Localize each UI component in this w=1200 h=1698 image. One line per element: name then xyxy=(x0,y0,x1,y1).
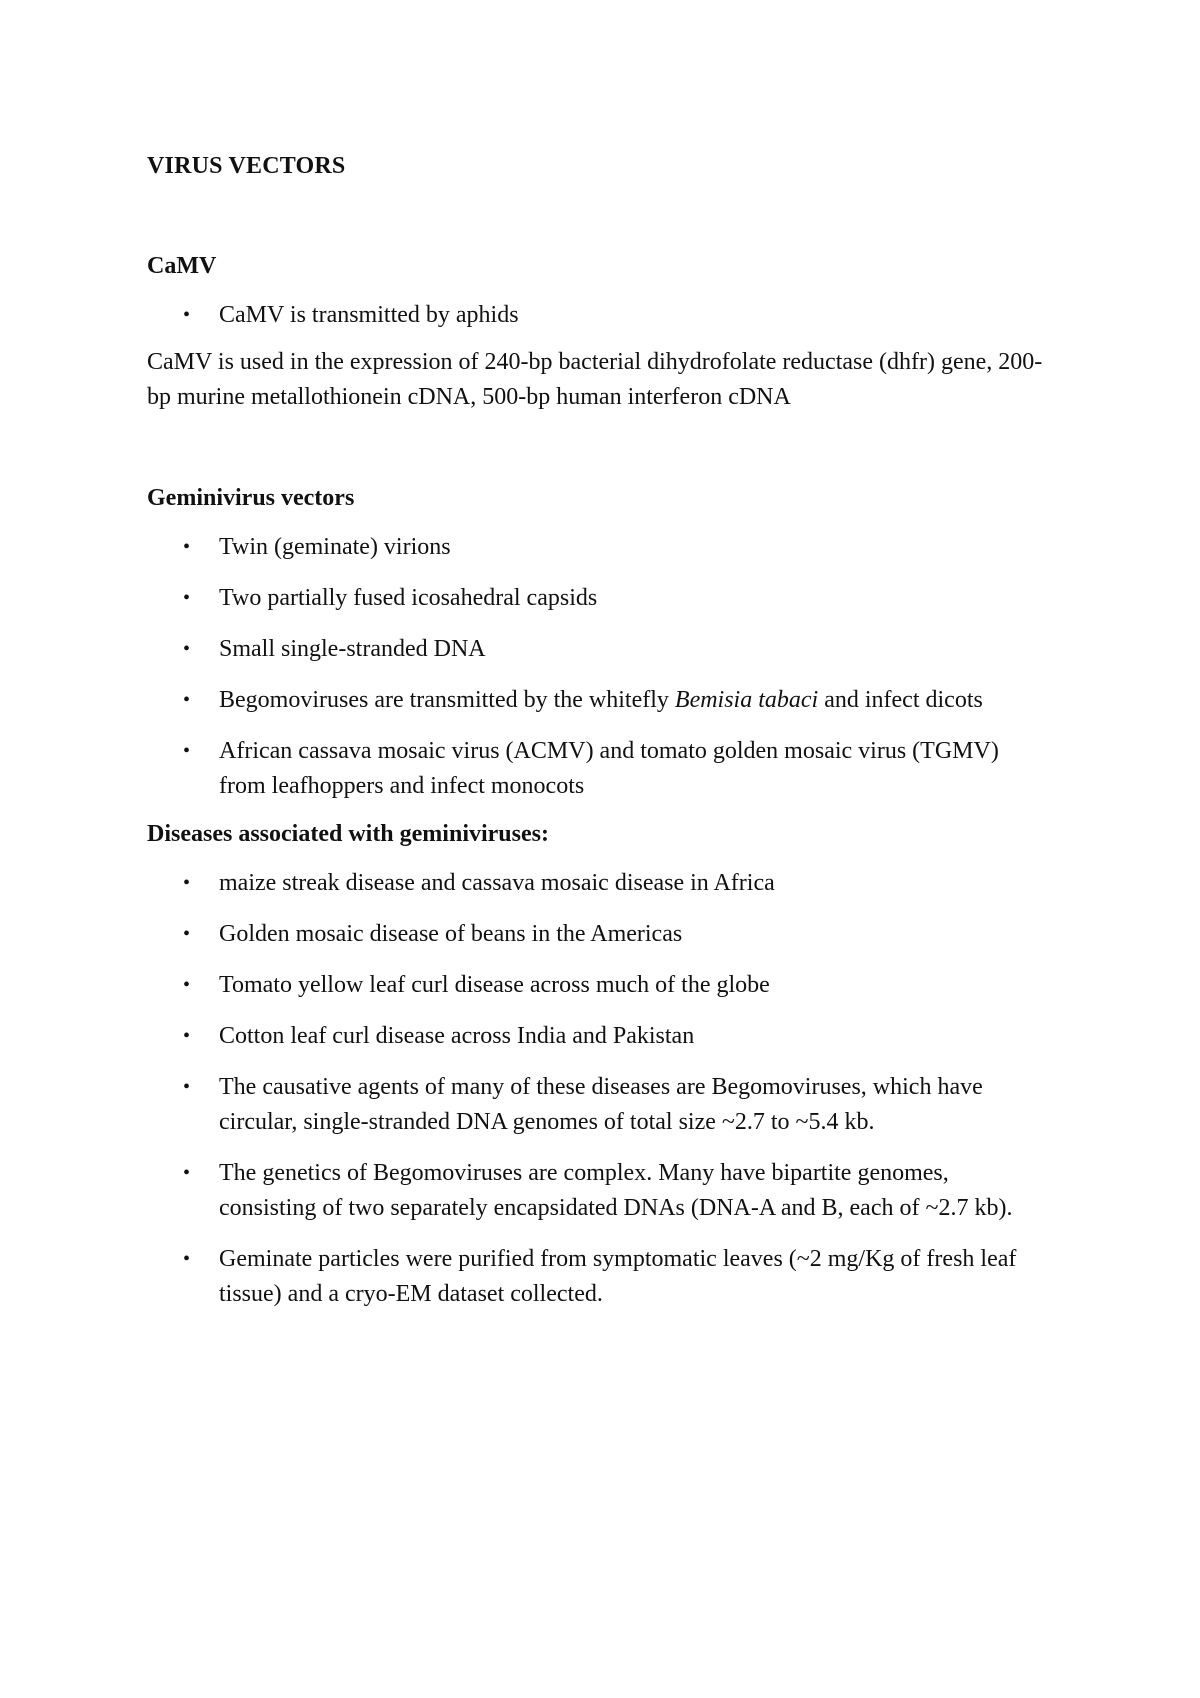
list-item xyxy=(147,683,1050,718)
bullet-glyph: • xyxy=(183,1076,191,1098)
list-item-text: Small single-stranded DNA xyxy=(219,636,486,662)
list-item-text: Golden mosaic disease of beans in the Americas xyxy=(219,921,683,947)
bullet-glyph: • xyxy=(183,536,191,558)
section-diseases xyxy=(147,818,1050,1312)
list-item-text: Cotton leaf curl disease across India and Pakistan xyxy=(219,1023,695,1049)
list-item xyxy=(147,866,1050,901)
bullet-glyph: • xyxy=(183,974,191,996)
document-title: VIRUS VECTORS xyxy=(147,153,346,179)
species-name-italic: Bemisia tabaci xyxy=(674,687,819,713)
bullet-glyph: • xyxy=(183,1162,191,1184)
geminivirus-bullet-list xyxy=(147,530,1050,804)
list-item xyxy=(147,530,1050,565)
list-item-text: Two partially fused icosahedral capsids xyxy=(219,585,598,611)
list-item-text: The causative agents of many of these diseases are Begomoviruses, which have circular, single-stranded DNA genomes of total size ~2.7 to ~5.4 kb. xyxy=(219,1074,983,1135)
begomo-text-after: and infect dicots xyxy=(818,687,983,713)
list-item-text: CaMV is transmitted by aphids xyxy=(219,302,519,328)
list-item-text: Twin (geminate) virions xyxy=(219,534,451,560)
list-item xyxy=(147,1019,1050,1054)
bullet-glyph: • xyxy=(183,1248,191,1270)
list-item xyxy=(147,581,1050,616)
section-heading-diseases: Diseases associated with geminiviruses: xyxy=(147,821,549,847)
section-heading-camv: CaMV xyxy=(147,253,217,279)
camv-bullet-list xyxy=(147,298,1050,333)
section-heading-geminivirus: Geminivirus vectors xyxy=(147,485,355,511)
camv-paragraph: CaMV is used in the expression of 240-bp bacterial dihydrofolate reductase (dhfr) gene, 200-bp murine metallothionein cDNA, 500-bp human interferon cDNA xyxy=(147,349,1043,410)
list-item xyxy=(147,917,1050,952)
bullet-glyph: • xyxy=(183,587,191,609)
list-item-text: maize streak disease and cassava mosaic disease in Africa xyxy=(219,870,775,896)
list-item-text xyxy=(219,687,983,713)
section-camv xyxy=(147,250,1050,415)
bullet-glyph: • xyxy=(183,923,191,945)
list-item xyxy=(147,632,1050,667)
list-item xyxy=(147,1156,1050,1226)
section-geminivirus xyxy=(147,482,1050,804)
list-item xyxy=(147,298,1050,333)
bullet-glyph: • xyxy=(183,1025,191,1047)
list-item xyxy=(147,968,1050,1003)
bullet-glyph: • xyxy=(183,689,191,711)
list-item-text: African cassava mosaic virus (ACMV) and tomato golden mosaic virus (TGMV) from leafhoppers and infect monocots xyxy=(219,738,999,799)
list-item-text: Tomato yellow leaf curl disease across much of the globe xyxy=(219,972,770,998)
bullet-glyph: • xyxy=(183,872,191,894)
list-item-text: Geminate particles were purified from symptomatic leaves (~2 mg/Kg of fresh leaf tissue) and a cryo-EM dataset collected. xyxy=(219,1246,1017,1307)
bullet-glyph: • xyxy=(183,740,191,762)
begomo-text-before: Begomoviruses are transmitted by the whitefly xyxy=(219,687,675,713)
list-item xyxy=(147,1070,1050,1140)
diseases-bullet-list xyxy=(147,866,1050,1312)
list-item xyxy=(147,734,1050,804)
bullet-glyph: • xyxy=(183,638,191,660)
list-item-text: The genetics of Begomoviruses are complex. Many have bipartite genomes, consisting of two separately encapsidated DNAs (DNA-A and B, each of ~2.7 kb). xyxy=(219,1160,1013,1221)
bullet-glyph: • xyxy=(183,304,191,326)
list-item xyxy=(147,1242,1050,1312)
